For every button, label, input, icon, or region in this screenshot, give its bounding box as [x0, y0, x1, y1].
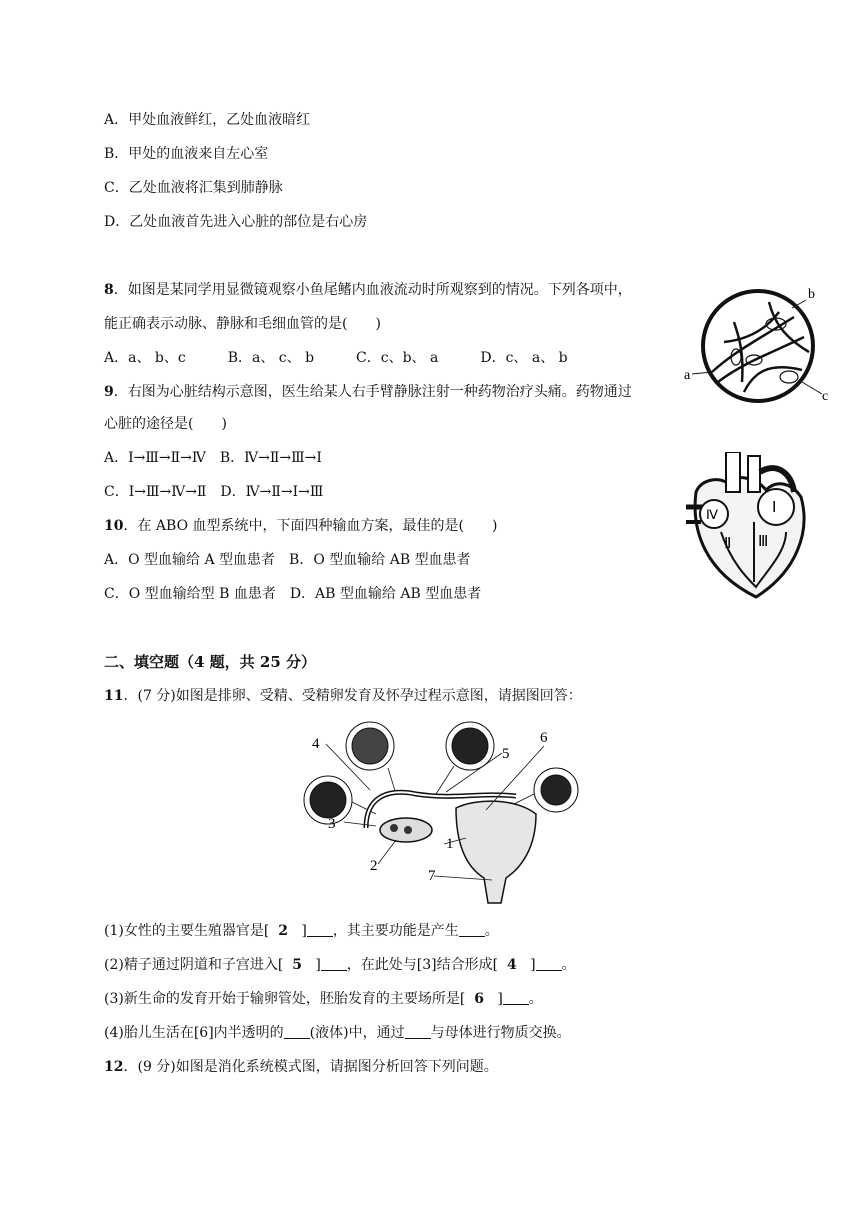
q12-number: 12 — [104, 1059, 124, 1075]
sub1-bracket: ] — [301, 923, 307, 939]
q9-stem-line2: 心脏的途径是( ) — [104, 416, 227, 432]
heart-figure — [686, 452, 826, 602]
repro-label-6: 6 — [540, 730, 548, 746]
sub1-text-d: 。 — [484, 923, 499, 939]
heart-label-IV: Ⅳ — [706, 507, 718, 522]
sub4-text-c: 与母体进行物质交换。 — [430, 1025, 571, 1041]
sub1-number: 2 — [278, 923, 288, 939]
fish-label-b: b — [808, 287, 815, 302]
fish-fin-figure — [684, 282, 834, 412]
answer-blank[interactable] — [321, 956, 347, 971]
sub2-text-a: (2)精子通过阴道和子宫进入[ — [104, 957, 284, 973]
q10-options-cd: C．O 型血输给型 B 血患者 D．AB 型血输给 AB 型血患者 — [104, 586, 482, 602]
q8-number: 8 — [104, 282, 114, 298]
q7-option-c: C．乙处血液将汇集到肺静脉 — [104, 180, 283, 196]
heart-label-I: Ⅰ — [772, 500, 777, 516]
sub3-text-c: 。 — [528, 991, 543, 1007]
section-heading: 二、填空题（4 题，共 25 分） — [104, 653, 316, 671]
answer-blank[interactable] — [459, 922, 485, 937]
sub2-bracket: ] — [315, 957, 321, 973]
q11-sub3 — [104, 990, 543, 1008]
q8-stem-line1 — [104, 281, 632, 299]
answer-blank[interactable] — [503, 990, 529, 1005]
repro-label-7: 7 — [428, 868, 436, 884]
repro-label-4: 4 — [312, 736, 320, 752]
q12-text: ．(9 分)如图是消化系统模式图，请据图分析回答下列问题。 — [123, 1059, 498, 1075]
q10-stem — [104, 517, 497, 535]
sub2-text-c: ，在此处与[3]结合形成[ — [346, 957, 499, 973]
answer-blank[interactable] — [405, 1024, 431, 1039]
q10-number: 10 — [104, 518, 124, 534]
sub1-text-c: ，其主要功能是产生 — [332, 923, 459, 939]
reproduction-figure — [296, 718, 586, 908]
q12-stem — [104, 1058, 498, 1076]
repro-label-5: 5 — [502, 746, 510, 762]
answer-blank[interactable] — [536, 956, 562, 971]
sub4-text-b: (液体)中，通过 — [309, 1025, 405, 1041]
q11-sub2 — [104, 956, 576, 974]
q7-option-b: B．甲处的血液来自左心室 — [104, 146, 269, 162]
q9-text: ．右图为心脏结构示意图，医生给某人右手臂静脉注射一种药物治疗头痛。药物通过 — [113, 384, 632, 400]
q11-stem — [104, 687, 582, 705]
repro-label-3: 3 — [328, 816, 336, 832]
repro-label-1: 1 — [446, 836, 454, 852]
sub2-bracket-2: ] — [530, 957, 536, 973]
q11-sub1 — [104, 922, 499, 940]
q10-text: ．在 ABO 血型系统中，下面四种输血方案，最佳的是( ) — [123, 518, 498, 534]
q9-number: 9 — [104, 384, 114, 400]
q8-options: A．a、 b、c B．a、 c、 b C．c、b、 a D．c、 a、 b — [104, 350, 568, 366]
answer-blank[interactable] — [284, 1024, 310, 1039]
fish-label-a: a — [684, 368, 691, 383]
repro-label-2: 2 — [370, 858, 378, 874]
sub3-text-a: (3)新生命的发育开始于输卵管处，胚胎发育的主要场所是[ — [104, 991, 466, 1007]
q8-text: ．如图是某同学用显微镜观察小鱼尾鳍内血液流动时所观察到的情况。下列各项中， — [113, 282, 632, 298]
q7-option-d: D．乙处血液首先进入心脏的部位是右心房 — [104, 214, 368, 230]
sub2-number-2: 4 — [506, 957, 517, 973]
q7-option-a: A．甲处血液鲜红，乙处血液暗红 — [104, 112, 311, 128]
sub1-text-a: (1)女性的主要生殖器官是[ — [104, 923, 270, 939]
q11-number: 11 — [104, 688, 124, 704]
q9-options-ab: A．Ⅰ→Ⅲ→Ⅱ→Ⅳ B．Ⅳ→Ⅱ→Ⅲ→Ⅰ — [104, 450, 322, 466]
q9-options-cd: C．Ⅰ→Ⅲ→Ⅳ→Ⅱ D．Ⅳ→Ⅱ→Ⅰ→Ⅲ — [104, 484, 324, 500]
answer-blank[interactable] — [307, 922, 333, 937]
q9-stem-line1 — [104, 383, 632, 401]
heart-label-II: Ⅱ — [724, 536, 732, 552]
sub4-text-a: (4)胎儿生活在[6]内半透明的 — [104, 1025, 284, 1041]
sub2-text-e: 。 — [561, 957, 576, 973]
sub3-number: 6 — [474, 991, 484, 1007]
fish-label-c: c — [822, 389, 829, 404]
sub3-bracket: ] — [497, 991, 503, 1007]
q11-text: ．(7 分)如图是排卵、受精、受精卵发育及怀孕过程示意图，请据图回答： — [123, 688, 582, 704]
q10-options-ab: A．O 型血输给 A 型血患者 B．O 型血输给 AB 型血患者 — [104, 552, 471, 568]
heart-label-III: Ⅲ — [758, 534, 769, 550]
sub2-number: 5 — [292, 957, 302, 973]
q8-stem-line2: 能正确表示动脉、静脉和毛细血管的是( ) — [104, 316, 381, 332]
q11-sub4 — [104, 1024, 571, 1042]
